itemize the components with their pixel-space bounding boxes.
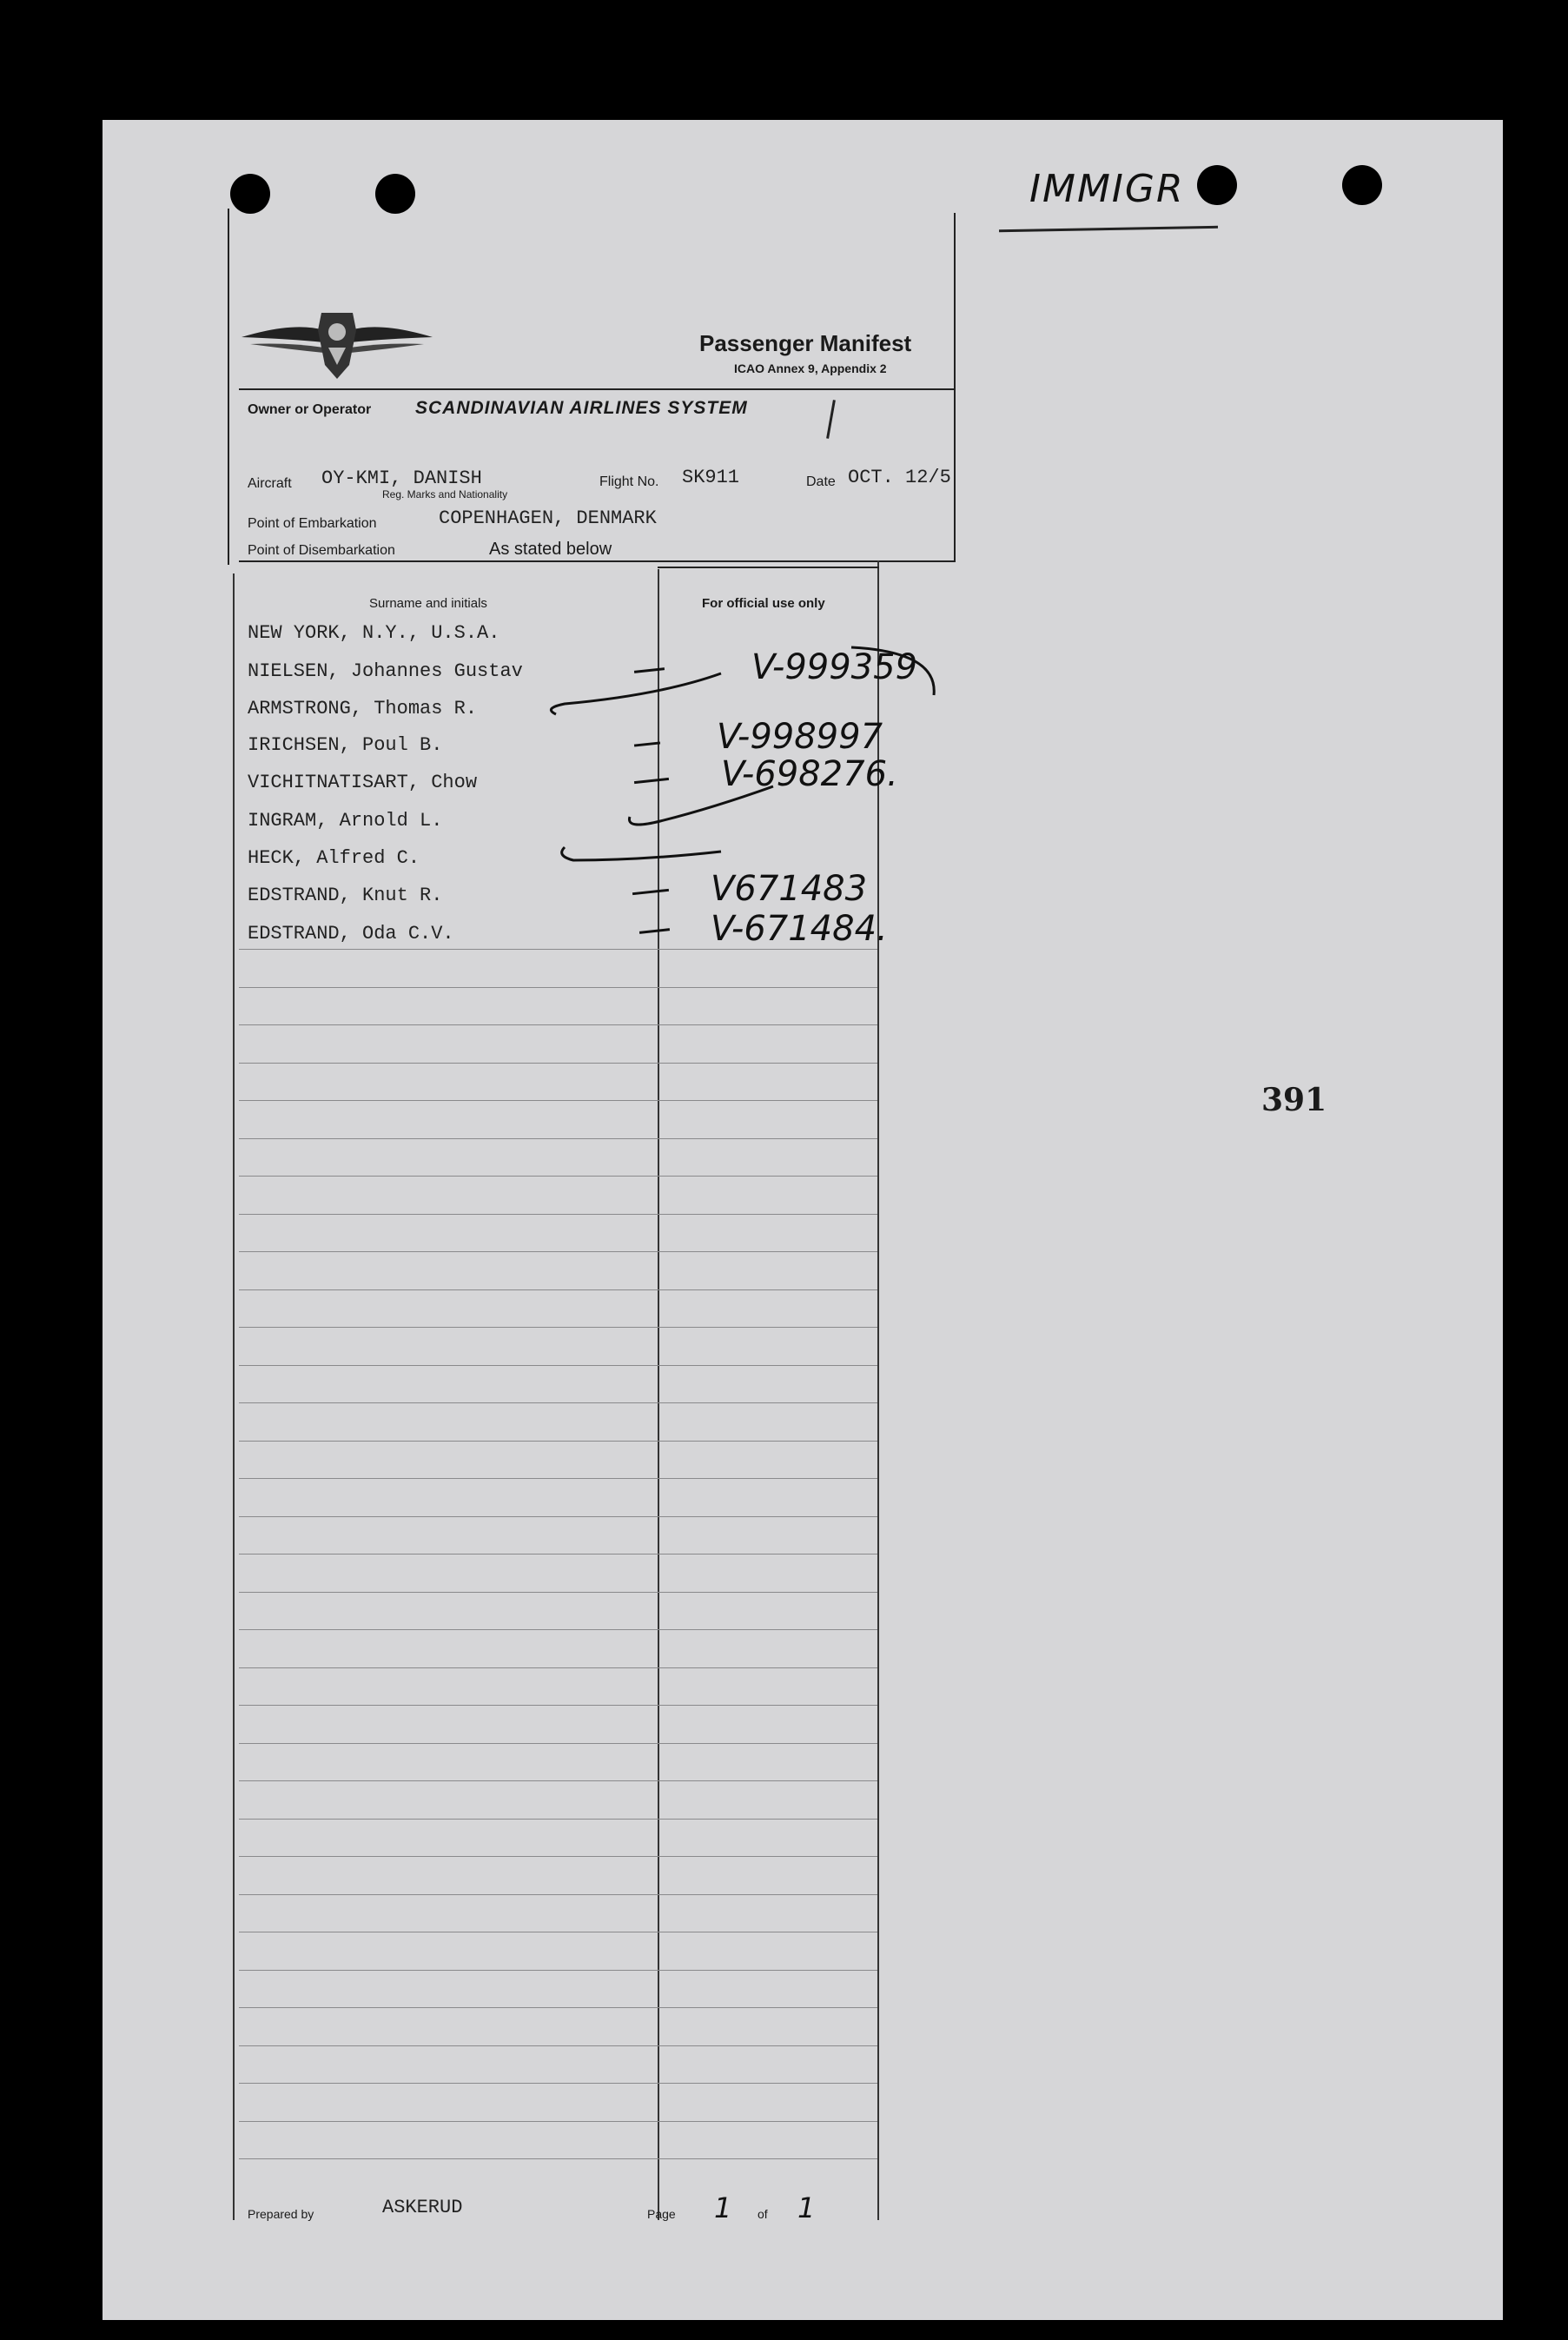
page-subtitle: ICAO Annex 9, Appendix 2 [734,361,887,375]
prepared-value: ASKERUD [382,2197,463,2218]
row-rule [239,1327,877,1328]
row-rule [239,1441,877,1442]
date-value: OCT. 12/5 [848,467,951,488]
row-rule [239,1970,877,1971]
official-entry: V671483 [711,869,868,909]
handwritten-strokes [0,0,1568,1043]
row-rule [239,2158,877,2159]
row-rule [239,1289,877,1290]
row-rule [239,1100,877,1101]
col-surname-header: Surname and initials [369,596,487,611]
row-rule [239,1743,877,1744]
passenger-name: HECK, Alfred C. [248,847,420,869]
flight-value: SK911 [682,467,740,488]
row-rule [239,1063,877,1064]
row-rule [239,1705,877,1706]
embarkation-label: Point of Embarkation [248,516,377,531]
passenger-name: EDSTRAND, Oda C.V. [248,923,454,945]
passenger-name: INGRAM, Arnold L. [248,810,443,832]
official-entry: V-671484. [711,909,888,949]
row-rule [239,1138,877,1139]
passenger-name: EDSTRAND, Knut R. [248,885,443,906]
row-rule [239,1365,877,1366]
aircraft-sublabel: Reg. Marks and Nationality [382,488,508,500]
embarkation-value: COPENHAGEN, DENMARK [439,507,657,529]
row-rule [239,1024,877,1025]
row-rule [239,2045,877,2046]
prepared-label: Prepared by [248,2207,314,2221]
row-rule [239,1780,877,1781]
disembarkation-label: Point of Disembarkation [248,543,395,558]
row-rule [239,1667,877,1668]
row-rule [239,987,877,988]
row-rule [239,1251,877,1252]
passenger-name: VICHITNATISART, Chow [248,772,478,793]
of-label: of [758,2207,768,2221]
owner-value: SCANDINAVIAN AIRLINES SYSTEM [415,398,748,418]
passenger-name: NIELSEN, Johannes Gustav [248,660,523,682]
page-value: 1 [714,2191,732,2224]
row-rule [239,1629,877,1630]
official-entry: V-698276. [721,754,898,794]
aircraft-label: Aircraft [248,476,292,491]
row-rule [239,1478,877,1479]
passenger-name: IRICHSEN, Poul B. [248,734,443,756]
date-label: Date [806,474,836,489]
row-rule [239,2083,877,2084]
aircraft-value: OY-KMI, DANISH [321,467,482,489]
row-rule [239,1214,877,1215]
col-official-header: For official use only [702,596,825,611]
of-value: 1 [797,2191,816,2224]
immigration-note: IMMIGR [1029,167,1185,211]
stamp-number: 391 [1261,1082,1327,1118]
page-label: Page [647,2207,676,2221]
row-rule [239,1894,877,1895]
official-entry: V-999359 [751,647,918,687]
flight-label: Flight No. [599,474,659,489]
row-rule [239,2007,877,2008]
official-entry: V-998997 [717,717,883,757]
row-rule [239,1592,877,1593]
page-title: Passenger Manifest [699,330,912,356]
row-rule [239,1176,877,1177]
row-rule [239,1856,877,1857]
row-rule [239,1819,877,1820]
row-rule [239,2121,877,2122]
owner-label: Owner or Operator [248,402,372,417]
disembarkation-value: As stated below [489,540,612,559]
passenger-name: NEW YORK, N.Y., U.S.A. [248,622,500,644]
passenger-name: ARMSTRONG, Thomas R. [248,698,478,719]
row-rule [239,1516,877,1517]
row-rule [239,1402,877,1403]
row-rule [239,949,877,950]
